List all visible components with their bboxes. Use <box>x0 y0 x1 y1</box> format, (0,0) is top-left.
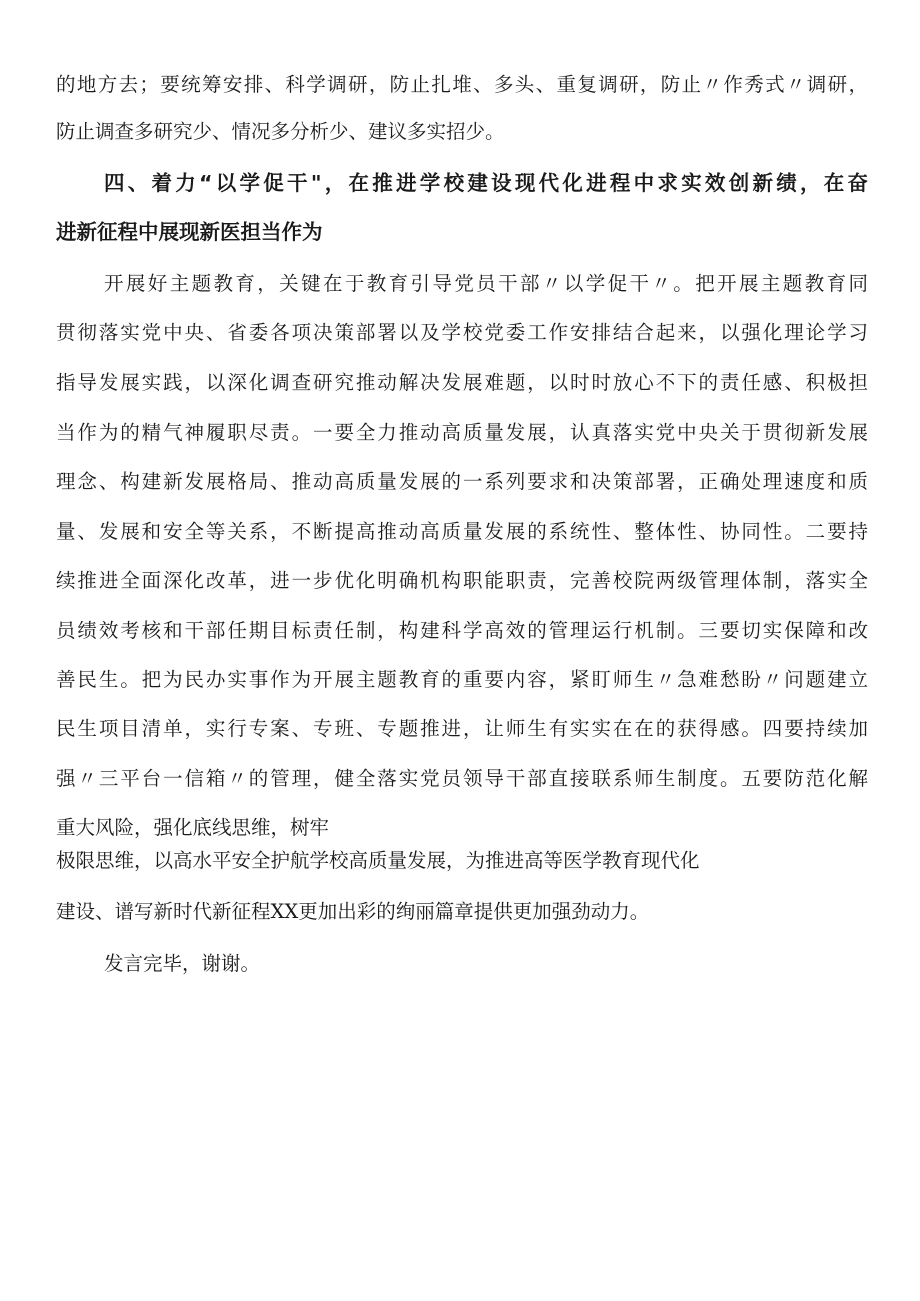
text-line: 建设、谱写新时代新征程XX更加出彩的绚丽篇章提供更加强劲动力。 <box>56 900 650 923</box>
text-line: 员绩效考核和干部任期目标责任制，构建科学高效的管理运行机制。三要切实保障和改 <box>56 619 868 642</box>
text-line: 善民生。把为民办实事作为开展主题教育的重要内容，紧盯师生〃急难愁盼〃问题建立 <box>56 668 868 691</box>
text-line: 强〃三平台一信箱〃的管理，健全落实党员领导干部直接联系师生制度。五要防范化解 <box>56 767 868 790</box>
text-line: 重大风险，强化底线思维，树牢 <box>56 816 330 839</box>
section-heading: 四、着力“以学促干"，在推进学校建设现代化进程中求实效创新绩，在奋 <box>104 171 868 195</box>
closing-line: 发言完毕，谢谢。 <box>104 952 261 975</box>
text-line: 的地方去；要统筹安排、科学调研，防止扎堆、多头、重复调研，防止〃作秀式〃调研， <box>56 73 868 96</box>
text-line: 民生项目清单，实行专案、专班、专题推进，让师生有实实在在的获得感。四要持续加 <box>56 717 868 740</box>
text-line: 当作为的精气神履职尽责。一要全力推动高质量发展，认真落实党中央关于贯彻新发展 <box>56 421 868 444</box>
text-line: 贯彻落实党中央、省委各项决策部署以及学校党委工作安排结合起来，以强化理论学习 <box>56 321 868 344</box>
text-line: 理念、构建新发展格局、推动高质量发展的一系列要求和决策部署，正确处理速度和质 <box>56 470 868 493</box>
section-heading: 进新征程中展现新医担当作为 <box>56 220 323 244</box>
text-line: 防止调查多研究少、情况多分析少、建议多实招少。 <box>56 120 505 143</box>
text-line: 开展好主题教育，关键在于教育引导党员干部〃以学促干〃。把开展主题教育同 <box>104 272 868 295</box>
text-line: 量、发展和安全等关系，不断提高推动高质量发展的系统性、整体性、协同性。二要持 <box>56 520 868 543</box>
text-line: 极限思维，以高水平安全护航学校高质量发展，为推进高等医学教育现代化 <box>56 849 700 872</box>
text-line: 指导发展实践，以深化调查研究推动解决发展难题，以时时放心不下的责任感、积极担 <box>56 371 868 394</box>
text-line: 续推进全面深化改革，进一步优化明确机构职能职责，完善校院两级管理体制，落实全 <box>56 569 868 592</box>
